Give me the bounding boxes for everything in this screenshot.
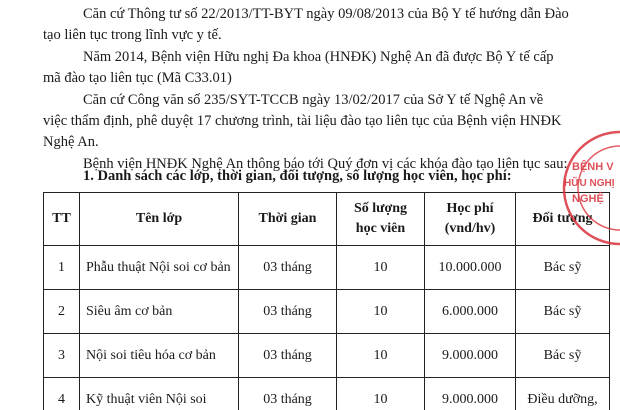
cell-fee: 10.000.000 [425, 246, 516, 290]
table-row [44, 378, 610, 410]
cell-duration: 03 tháng [239, 378, 337, 410]
table-row [44, 246, 610, 290]
cell-tt: 3 [44, 334, 80, 378]
header-class-name: Tên lớp [80, 193, 239, 246]
cell-target: Điều dưỡng, [516, 378, 610, 410]
cell-student-count: 10 [337, 334, 425, 378]
cell-student-count: 10 [337, 290, 425, 334]
paragraph-line: mã đào tạo liên tục (Mã C33.01) [43, 70, 232, 86]
course-table [43, 192, 610, 410]
cell-duration: 03 tháng [239, 246, 337, 290]
cell-class-name: Kỹ thuật viên Nội soi [80, 378, 239, 410]
cell-student-count: 10 [337, 246, 425, 290]
cell-fee: 6.000.000 [425, 290, 516, 334]
header-fee-line2: (vnd/hv) [444, 221, 496, 236]
cell-tt: 1 [44, 246, 80, 290]
table-row [44, 334, 610, 378]
header-fee-line1: Học phí [446, 201, 494, 216]
section-heading: 1. Danh sách các lớp, thời gian, đối tượng, số lượng học viên, học phí: [83, 168, 512, 184]
header-count-line1: Số lượng [353, 201, 408, 216]
cell-target: Bác sỹ [516, 290, 610, 334]
header-student-count [337, 193, 425, 246]
cell-target: Bác sỹ [516, 334, 610, 378]
cell-fee: 9.000.000 [425, 334, 516, 378]
paragraph-line: tạo liên tục trong lĩnh vực y tế. [43, 27, 222, 43]
cell-target: Bác sỹ [516, 246, 610, 290]
paragraph-line: Căn cứ Thông tư số 22/2013/TT-BYT ngày 09/08/2013 của Bộ Y tế hướng dẫn Đào [83, 6, 569, 22]
cell-student-count: 10 [337, 378, 425, 410]
header-fee [425, 193, 516, 246]
seal-text-line3: NGHỆ [572, 193, 604, 205]
header-target: Đối tượng [516, 193, 610, 246]
table-header-row [44, 193, 610, 246]
header-tt: TT [44, 193, 80, 246]
cell-class-name: Phẫu thuật Nội soi cơ bản [80, 246, 239, 290]
cell-duration: 03 tháng [239, 334, 337, 378]
header-duration: Thời gian [239, 193, 337, 246]
cell-class-name: Siêu âm cơ bản [80, 290, 239, 334]
cell-fee: 9.000.000 [425, 378, 516, 410]
paragraph-line: Nghệ An. [43, 134, 99, 150]
paragraph-line: Năm 2014, Bệnh viện Hữu nghị Đa khoa (HNĐK) Nghệ An đã được Bộ Y tế cấp [83, 49, 554, 65]
seal-text-line1: BỆNH V [572, 161, 614, 173]
header-count-line2: học viên [355, 221, 406, 236]
hospital-seal-stamp [560, 128, 620, 248]
paragraph-line: việc thẩm định, phê duyệt 17 chương trình, tài liệu đào tạo liên tục của Bệnh viện HNĐK [43, 113, 562, 129]
cell-class-name: Nội soi tiêu hóa cơ bản [80, 334, 239, 378]
paragraph-line: Căn cứ Công văn số 235/SYT-TCCB ngày 13/02/2017 của Sở Y tế Nghệ An về [83, 92, 544, 108]
seal-text-line2: HỮU NGHỊ [564, 178, 615, 189]
cell-tt: 4 [44, 378, 80, 410]
cell-tt: 2 [44, 290, 80, 334]
table-row [44, 290, 610, 334]
cell-duration: 03 tháng [239, 290, 337, 334]
paragraph-line: Bệnh viện HNĐK Nghệ An thông báo tới Quý đơn vị các khóa đào tạo liên tục sau: [83, 156, 568, 172]
